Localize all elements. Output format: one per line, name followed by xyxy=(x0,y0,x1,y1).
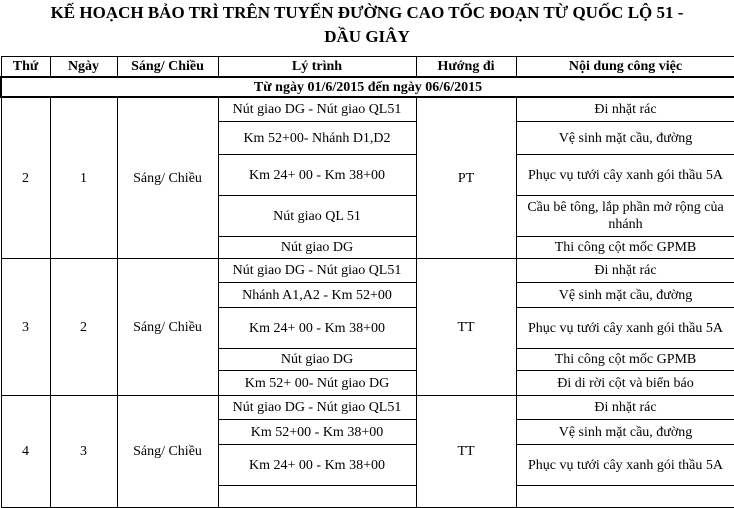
noi-dung-cell: Cầu bê tông, lắp phần mở rộng của nhánh xyxy=(516,196,734,237)
noi-dung-cell: Đi nhặt rác xyxy=(516,259,734,283)
ly-trinh-cell: Nút giao DG xyxy=(218,349,416,371)
header-row xyxy=(1,57,734,78)
huong-di-cell: TT xyxy=(416,259,516,396)
ly-trinh-cell: Km 24+ 00 - Km 38+00 xyxy=(218,308,416,349)
ly-trinh-cell: Nhánh A1,A2 - Km 52+00 xyxy=(218,283,416,308)
ly-trinh-cell xyxy=(218,486,416,508)
noi-dung-cell: Đi nhặt rác xyxy=(516,97,734,122)
noi-dung-cell: Phục vụ tưới cây xanh gói thầu 5A xyxy=(516,155,734,196)
ly-trinh-cell: Nút giao DG xyxy=(218,237,416,259)
noi-dung-cell xyxy=(516,486,734,508)
table-row xyxy=(1,97,734,122)
huong-di-cell: PT xyxy=(416,97,516,259)
period-cell: Từ ngày 01/6/2015 đến ngày 06/6/2015 xyxy=(1,77,734,97)
ngay-cell: 2 xyxy=(50,259,117,396)
maintenance-schedule-table xyxy=(0,56,734,508)
ngay-cell: 1 xyxy=(50,97,117,259)
sang-chieu-cell: Sáng/ Chiều xyxy=(117,97,218,259)
sang-chieu-cell: Sáng/ Chiều xyxy=(117,396,218,508)
ly-trinh-cell: Nút giao DG - Nút giao QL51 xyxy=(218,259,416,283)
noi-dung-cell: Đi nhặt rác xyxy=(516,396,734,420)
noi-dung-cell: Vệ sinh mặt cầu, đường xyxy=(516,122,734,155)
ly-trinh-cell: Km 52+ 00- Nút giao DG xyxy=(218,371,416,396)
sang-chieu-cell: Sáng/ Chiều xyxy=(117,259,218,396)
header-noi-dung: Nội dung công việc xyxy=(516,57,734,78)
ly-trinh-cell: Nút giao DG - Nút giao QL51 xyxy=(218,396,416,420)
ly-trinh-cell: Km 52+00 - Km 38+00 xyxy=(218,420,416,445)
period-row xyxy=(1,77,734,97)
noi-dung-cell: Phục vụ tưới cây xanh gói thầu 5A xyxy=(516,308,734,349)
thu-cell: 4 xyxy=(1,396,50,508)
header-ly-trinh: Lý trình xyxy=(218,57,416,78)
table-row xyxy=(1,396,734,420)
ly-trinh-cell: Km 52+00- Nhánh D1,D2 xyxy=(218,122,416,155)
header-huong-di: Hướng đi xyxy=(416,57,516,78)
huong-di-cell: TT xyxy=(416,396,516,508)
noi-dung-cell: Vệ sinh mặt cầu, đường xyxy=(516,420,734,445)
noi-dung-cell: Thi công cột mốc GPMB xyxy=(516,237,734,259)
noi-dung-cell: Phục vụ tưới cây xanh gói thầu 5A xyxy=(516,445,734,486)
noi-dung-cell: Thi công cột mốc GPMB xyxy=(516,349,734,371)
title-line-1: KẾ HOẠCH BẢO TRÌ TRÊN TUYẾN ĐƯỜNG CAO TỐC ĐOẠN TỪ QUỐC LỘ 51 - xyxy=(50,3,684,22)
ly-trinh-cell: Nút giao QL 51 xyxy=(218,196,416,237)
table-row xyxy=(1,259,734,283)
ly-trinh-cell: Km 24+ 00 - Km 38+00 xyxy=(218,155,416,196)
ly-trinh-cell: Nút giao DG - Nút giao QL51 xyxy=(218,97,416,122)
ly-trinh-cell: Km 24+ 00 - Km 38+00 xyxy=(218,445,416,486)
thu-cell: 2 xyxy=(1,97,50,259)
noi-dung-cell: Đi di rời cột và biển báo xyxy=(516,371,734,396)
noi-dung-cell: Vệ sinh mặt cầu, đường xyxy=(516,283,734,308)
header-thu: Thứ xyxy=(1,57,50,78)
header-ngay: Ngày xyxy=(50,57,117,78)
header-sang-chieu: Sáng/ Chiều xyxy=(117,57,218,78)
thu-cell: 3 xyxy=(1,259,50,396)
ngay-cell: 3 xyxy=(50,396,117,508)
title-line-2: DẦU GIÂY xyxy=(324,27,410,46)
